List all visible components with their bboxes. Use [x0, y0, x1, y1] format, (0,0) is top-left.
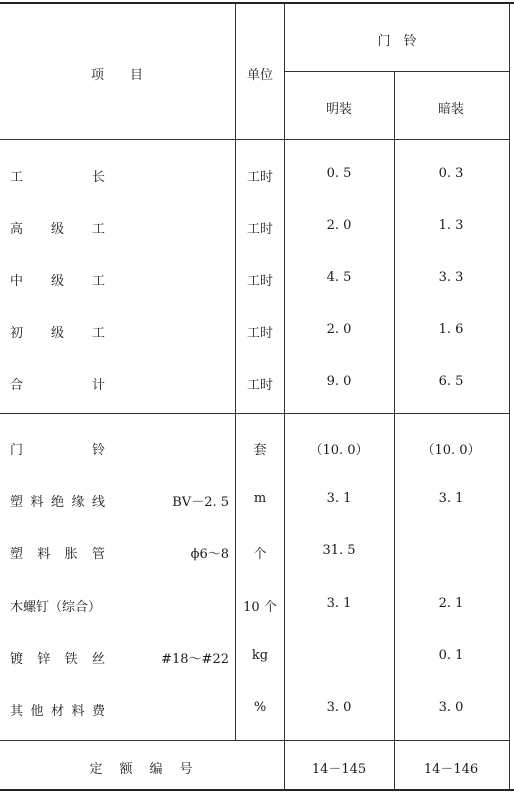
materials-row-4-name-part: 铁 — [64, 651, 78, 667]
materials-row-1-name-part: 绝 — [50, 495, 64, 511]
labor-row-1-name-part: 高 — [10, 222, 24, 237]
labor-row-0-v1: 0. 5 — [326, 166, 352, 181]
header-group: 门 铃 — [377, 34, 417, 49]
materials-row-2-name-part: 料 — [37, 547, 51, 563]
labor-row-1-name-part: 级 — [50, 222, 64, 237]
labor-row-4-name — [10, 374, 105, 393]
labor-row-3-name-part: 工 — [91, 326, 105, 341]
materials-row-2-name-part: 管 — [91, 547, 105, 563]
labor-row-4-v1: 9. 0 — [326, 374, 352, 389]
materials-row-2-name-part: 胀 — [64, 547, 78, 563]
footer-code-2: 14－146 — [423, 762, 479, 777]
labor-row-3-name — [10, 322, 105, 341]
materials-row-5-name-part: 材 — [50, 704, 64, 719]
materials-row-3-v2: 2. 1 — [438, 595, 464, 611]
labor-row-1-v2: 1. 3 — [438, 218, 464, 233]
materials-row-4-unit: kg — [251, 647, 269, 663]
labor-row-2-name-part: 级 — [50, 274, 64, 289]
materials-row-1-name-part: 塑 — [10, 495, 24, 511]
labor-row-4-name-part: 合 — [10, 378, 24, 393]
labor-row-0-name — [10, 166, 105, 185]
labor-row-4-name-part: 计 — [91, 378, 105, 393]
materials-row-1-name-part: 线 — [91, 495, 105, 511]
footer-top-rule — [0, 740, 510, 741]
materials-row-2-unit: 个 — [253, 547, 267, 563]
materials-row-1-spec: BV－2. 5 — [172, 495, 229, 511]
materials-row-5-v1: 3. 0 — [326, 700, 352, 715]
labor-row-1-name-part: 工 — [91, 222, 105, 237]
labor-row-4-unit: 工时 — [246, 378, 274, 393]
materials-row-0-name — [10, 439, 105, 458]
vertical-rule-unit-left — [235, 3, 236, 740]
materials-row-0-unit: 套 — [253, 443, 267, 458]
vertical-rule-cols — [394, 71, 395, 790]
labor-row-1-unit: 工时 — [246, 222, 274, 237]
labor-row-2-v2: 3. 3 — [438, 270, 464, 285]
header-col-anzhuang: 暗装 — [437, 102, 465, 117]
labor-row-4-v2: 6. 5 — [438, 374, 464, 389]
labor-row-3-v1: 2. 0 — [326, 322, 352, 337]
materials-row-1-name — [10, 491, 105, 510]
header-bottom-rule — [0, 139, 510, 140]
labor-row-2-name-part: 工 — [91, 274, 105, 289]
top-rule — [0, 2, 514, 4]
labor-row-2-name-part: 中 — [10, 274, 24, 289]
header-mid-rule — [284, 71, 510, 72]
materials-row-1-name-part: 缘 — [71, 495, 85, 511]
labor-row-2-unit: 工时 — [246, 274, 274, 289]
materials-row-5-name-part: 费 — [91, 704, 105, 719]
labor-row-2-v1: 4. 5 — [326, 270, 352, 285]
materials-row-4-spec: #18～#22 — [161, 651, 229, 667]
materials-row-3-v1: 3. 1 — [326, 595, 352, 611]
labor-row-3-v2: 1. 6 — [438, 322, 464, 337]
labor-row-0-name-part: 长 — [91, 170, 105, 185]
materials-row-2-spec: ϕ6～8 — [190, 547, 229, 563]
materials-row-4-name-part: 镀 — [10, 651, 24, 667]
materials-row-2-name-part: 塑 — [10, 547, 24, 563]
labor-row-0-unit: 工时 — [246, 170, 274, 185]
bottom-rule — [0, 789, 514, 791]
labor-row-1-v1: 2. 0 — [326, 218, 352, 233]
materials-row-3-unit: 10 个 — [243, 599, 277, 615]
header-item: 项 目 — [90, 68, 144, 83]
footer-code-1: 14－145 — [311, 762, 367, 777]
vertical-rule-right-edge — [509, 3, 510, 790]
materials-row-5-v2: 3. 0 — [438, 700, 464, 715]
labor-row-1-name — [10, 218, 105, 237]
materials-row-1-v2: 3. 1 — [438, 491, 464, 507]
materials-row-0-name-part: 铃 — [91, 443, 105, 458]
materials-row-5-name — [10, 700, 105, 719]
labor-row-3-name-part: 初 — [10, 326, 24, 341]
materials-row-1-v1: 3. 1 — [326, 491, 352, 507]
materials-row-4-v2: 0. 1 — [438, 647, 464, 663]
materials-row-5-name-part: 料 — [71, 704, 85, 719]
labor-row-3-unit: 工时 — [246, 326, 274, 341]
materials-row-1-unit: m — [253, 491, 267, 507]
materials-row-5-name-part: 其 — [10, 704, 24, 719]
header-unit: 单位 — [246, 68, 274, 83]
materials-row-4-name-part: 锌 — [37, 651, 51, 667]
materials-row-0-name-part: 门 — [10, 443, 24, 458]
footer-label: 定 额 编 号 — [89, 762, 195, 777]
header-col-mingzhuang: 明装 — [325, 102, 353, 117]
labor-row-0-name-part: 工 — [10, 170, 24, 185]
materials-row-2-name — [10, 543, 105, 562]
materials-row-3-name — [10, 596, 101, 615]
materials-row-0-v1: （10. 0） — [309, 443, 369, 458]
labor-bottom-rule — [0, 413, 510, 414]
materials-row-3-name-part: 木螺钉（综合） — [10, 599, 102, 615]
materials-row-5-unit: % — [253, 700, 267, 715]
labor-row-2-name — [10, 270, 105, 289]
labor-row-3-name-part: 级 — [50, 326, 64, 341]
vertical-rule-unit-right — [284, 3, 285, 790]
materials-row-5-name-part: 他 — [30, 704, 44, 719]
materials-row-4-name — [10, 648, 105, 667]
materials-row-2-v1: 31. 5 — [322, 543, 356, 559]
materials-row-0-v2: （10. 0） — [421, 443, 481, 458]
materials-row-4-name-part: 丝 — [91, 651, 105, 667]
materials-row-1-name-part: 料 — [30, 495, 44, 511]
labor-row-0-v2: 0. 3 — [438, 166, 464, 181]
